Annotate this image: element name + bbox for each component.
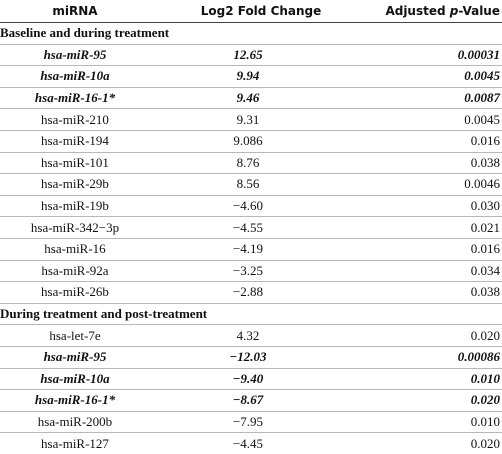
table-row (0, 174, 502, 196)
padj-cell: 0.038 (346, 282, 502, 304)
header-pvalue-suffix: -Value (458, 4, 500, 18)
padj-cell: 0.00086 (346, 346, 502, 368)
table-row (0, 66, 502, 88)
mirna-cell: hsa-miR-101 (0, 152, 150, 174)
log2fc-cell: −4.60 (150, 195, 346, 217)
mirna-cell: hsa-miR-127 (41, 435, 109, 451)
log2fc-cell: 4.32 (150, 325, 346, 347)
table-row (0, 411, 502, 433)
log2fc-cell: 9.94 (150, 66, 346, 88)
log2fc-cell: 8.76 (150, 152, 346, 174)
mirna-cell: hsa-miR-95 (0, 346, 150, 368)
log2fc-cell: 9.086 (150, 130, 346, 152)
log2fc-cell: −4.19 (150, 238, 346, 260)
padj-cell: 0.010 (346, 368, 502, 390)
padj-cell: 0.016 (346, 238, 502, 260)
table-row (0, 238, 502, 260)
log2fc-cell: −2.88 (150, 282, 346, 304)
mirna-cell: hsa-miR-342−3p (0, 217, 150, 239)
mirna-cell: hsa-miR-10a (0, 368, 150, 390)
header-adjusted-p-value (346, 0, 502, 23)
padj-cell: 0.010 (346, 411, 502, 433)
section-title: During treatment and post-treatment (0, 303, 502, 325)
table-row (0, 109, 502, 131)
header-pvalue-p: p (449, 4, 459, 18)
table-row (0, 433, 502, 454)
log2fc-cell: −3.25 (150, 260, 346, 282)
padj-cell: 0.0045 (346, 66, 502, 88)
padj-cell: 0.00031 (346, 44, 502, 66)
mirna-cell: hsa-miR-92a (0, 260, 150, 282)
mirna-cell: hsa-miR-16 (0, 238, 150, 260)
log2fc-cell: −4.55 (150, 217, 346, 239)
log2fc-cell: −12.03 (150, 346, 346, 368)
padj-cell: 0.030 (346, 195, 502, 217)
mirna-cell: hsa-miR-194 (0, 130, 150, 152)
table-row (0, 260, 502, 282)
table-row (0, 152, 502, 174)
table-row (0, 390, 502, 412)
mirna-cell: hsa-miR-26b (0, 282, 150, 304)
log2fc-cell: 9.46 (150, 87, 346, 109)
padj-cell: 0.020 (470, 435, 500, 451)
mirna-cell: hsa-miR-95 (0, 44, 150, 66)
padj-cell: 0.020 (346, 325, 502, 347)
padj-cell: 0.0045 (346, 109, 502, 131)
padj-cell: 0.034 (346, 260, 502, 282)
padj-cell: 0.016 (346, 130, 502, 152)
header-log2-fold-change: Log2 Fold Change (200, 4, 322, 18)
table-row (0, 368, 502, 390)
padj-cell: 0.0046 (346, 174, 502, 196)
mirna-cell: hsa-miR-200b (0, 411, 150, 433)
table-row (0, 217, 502, 239)
log2fc-cell: −7.95 (150, 411, 346, 433)
padj-cell: 0.020 (346, 390, 502, 412)
log2fc-cell: −4.45 (232, 435, 264, 451)
table-row (0, 346, 502, 368)
table-row (0, 130, 502, 152)
table-row (0, 195, 502, 217)
log2fc-cell: 12.65 (150, 44, 346, 66)
table-row (0, 44, 502, 66)
mirna-cell: hsa-miR-19b (0, 195, 150, 217)
log2fc-cell: −9.40 (150, 368, 346, 390)
padj-cell: 0.021 (346, 217, 502, 239)
mirna-cell: hsa-miR-16-1* (0, 390, 150, 412)
section-title: Baseline and during treatment (0, 23, 502, 45)
header-row (0, 0, 502, 23)
mirna-cell: hsa-miR-16-1* (0, 87, 150, 109)
mirna-cell: hsa-miR-29b (0, 174, 150, 196)
table-body (0, 23, 502, 454)
table-row (0, 87, 502, 109)
log2fc-cell: −8.67 (150, 390, 346, 412)
log2fc-cell: 8.56 (150, 174, 346, 196)
header-mirna: miRNA (52, 4, 98, 18)
mirna-cell: hsa-miR-210 (0, 109, 150, 131)
padj-cell: 0.0087 (346, 87, 502, 109)
section-header-row (0, 23, 502, 45)
table-row (0, 325, 502, 347)
mirna-cell: hsa-let-7e (0, 325, 150, 347)
table-row (0, 282, 502, 304)
log2fc-cell: 9.31 (150, 109, 346, 131)
header-pvalue-prefix: Adjusted (385, 4, 450, 18)
mirna-cell: hsa-miR-10a (0, 66, 150, 88)
padj-cell: 0.038 (346, 152, 502, 174)
section-header-row (0, 303, 502, 325)
